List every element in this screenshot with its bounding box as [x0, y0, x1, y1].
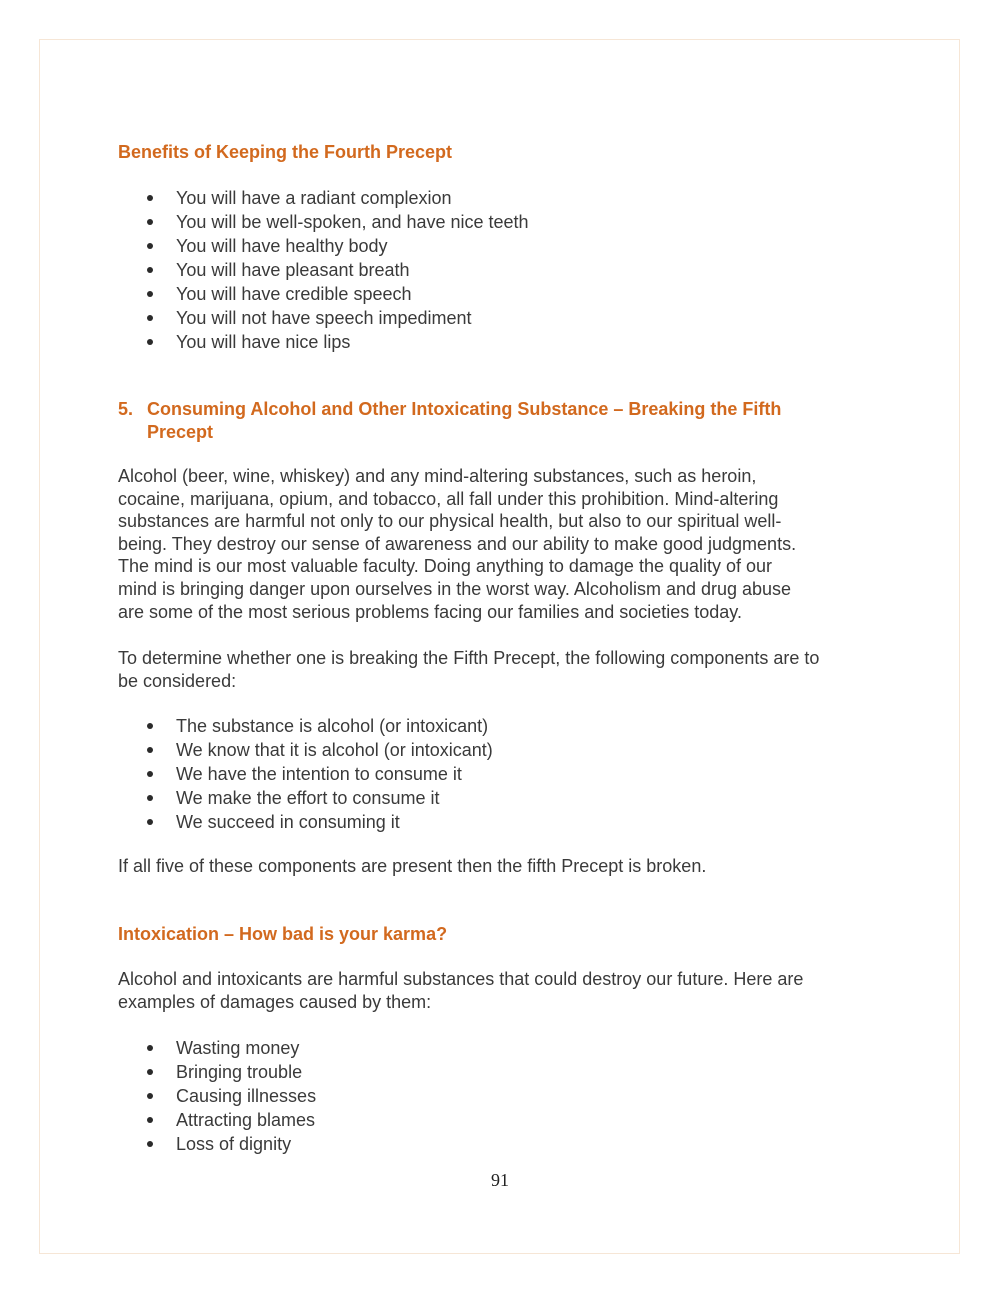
list-item: Wasting money: [118, 1036, 316, 1060]
list-item: We have the intention to consume it: [118, 762, 493, 786]
bullet-icon: [147, 1069, 153, 1075]
bullet-icon: [147, 1093, 153, 1099]
list-item: You will have nice lips: [118, 330, 529, 354]
list-item: You will have pleasant breath: [118, 258, 529, 282]
list-item: You will not have speech impediment: [118, 306, 529, 330]
bullet-icon: [147, 1045, 153, 1051]
bullet-icon: [147, 339, 153, 345]
list-item: You will have a radiant complexion: [118, 186, 529, 210]
section-number: 5.: [118, 399, 134, 419]
bullet-icon: [147, 267, 153, 273]
fifth-precept-heading-line1: Consuming Alcohol and Other Intoxicating Substance – Breaking the Fifth: [147, 399, 782, 419]
list-item: The substance is alcohol (or intoxicant): [118, 714, 493, 738]
list-item: You will have healthy body: [118, 234, 529, 258]
benefits-heading: Benefits of Keeping the Fourth Precept: [118, 142, 453, 162]
list-item: Causing illnesses: [118, 1084, 316, 1108]
intoxication-heading: Intoxication – How bad is your karma?: [118, 924, 448, 944]
bullet-icon: [147, 819, 153, 825]
list-item: We make the effort to consume it: [118, 786, 493, 810]
benefits-list: [118, 186, 529, 354]
bullet-icon: [147, 219, 153, 225]
bullet-icon: [147, 747, 153, 753]
bullet-icon: [147, 315, 153, 321]
list-item: You will be well-spoken, and have nice teeth: [118, 210, 529, 234]
bullet-icon: [147, 1117, 153, 1123]
bullet-icon: [147, 1141, 153, 1147]
list-item: We succeed in consuming it: [118, 810, 493, 834]
list-item: Loss of dignity: [118, 1132, 316, 1156]
bullet-icon: [147, 723, 153, 729]
bullet-icon: [147, 243, 153, 249]
components-list: [118, 714, 493, 834]
fifth-precept-paragraph: Alcohol (beer, wine, whiskey) and any mind-altering substances, such as heroin, cocaine, marijuana, opium, and tobacco, all fall under this prohibition. Mind-altering substances are harmful not only to our physical health, but also to our spiritual well- being. They destroy our sense of awareness and our ability to make good judgments. The mind is our most valuable faculty. Doing anything to damage the quality of our mind is bringing danger upon ourselves in the worst way. Alcoholism and drug abuse are some of the most serious problems facing our families and societies today.: [118, 466, 797, 622]
components-intro-paragraph: To determine whether one is breaking the Fifth Precept, the following components are to be considered:: [118, 648, 820, 691]
fifth-precept-heading-line2: Precept: [147, 422, 214, 442]
list-item: Bringing trouble: [118, 1060, 316, 1084]
damages-list: [118, 1036, 316, 1156]
page-number: 91: [491, 1170, 509, 1190]
bullet-icon: [147, 195, 153, 201]
bullet-icon: [147, 795, 153, 801]
conclusion-paragraph: If all five of these components are present then the fifth Precept is broken.: [118, 856, 707, 876]
list-item: We know that it is alcohol (or intoxicant): [118, 738, 493, 762]
intoxication-paragraph: Alcohol and intoxicants are harmful substances that could destroy our future. Here are examples of damages caused by them:: [118, 969, 804, 1012]
bullet-icon: [147, 291, 153, 297]
list-item: Attracting blames: [118, 1108, 316, 1132]
list-item: You will have credible speech: [118, 282, 529, 306]
bullet-icon: [147, 771, 153, 777]
fifth-precept-heading: [118, 398, 898, 444]
